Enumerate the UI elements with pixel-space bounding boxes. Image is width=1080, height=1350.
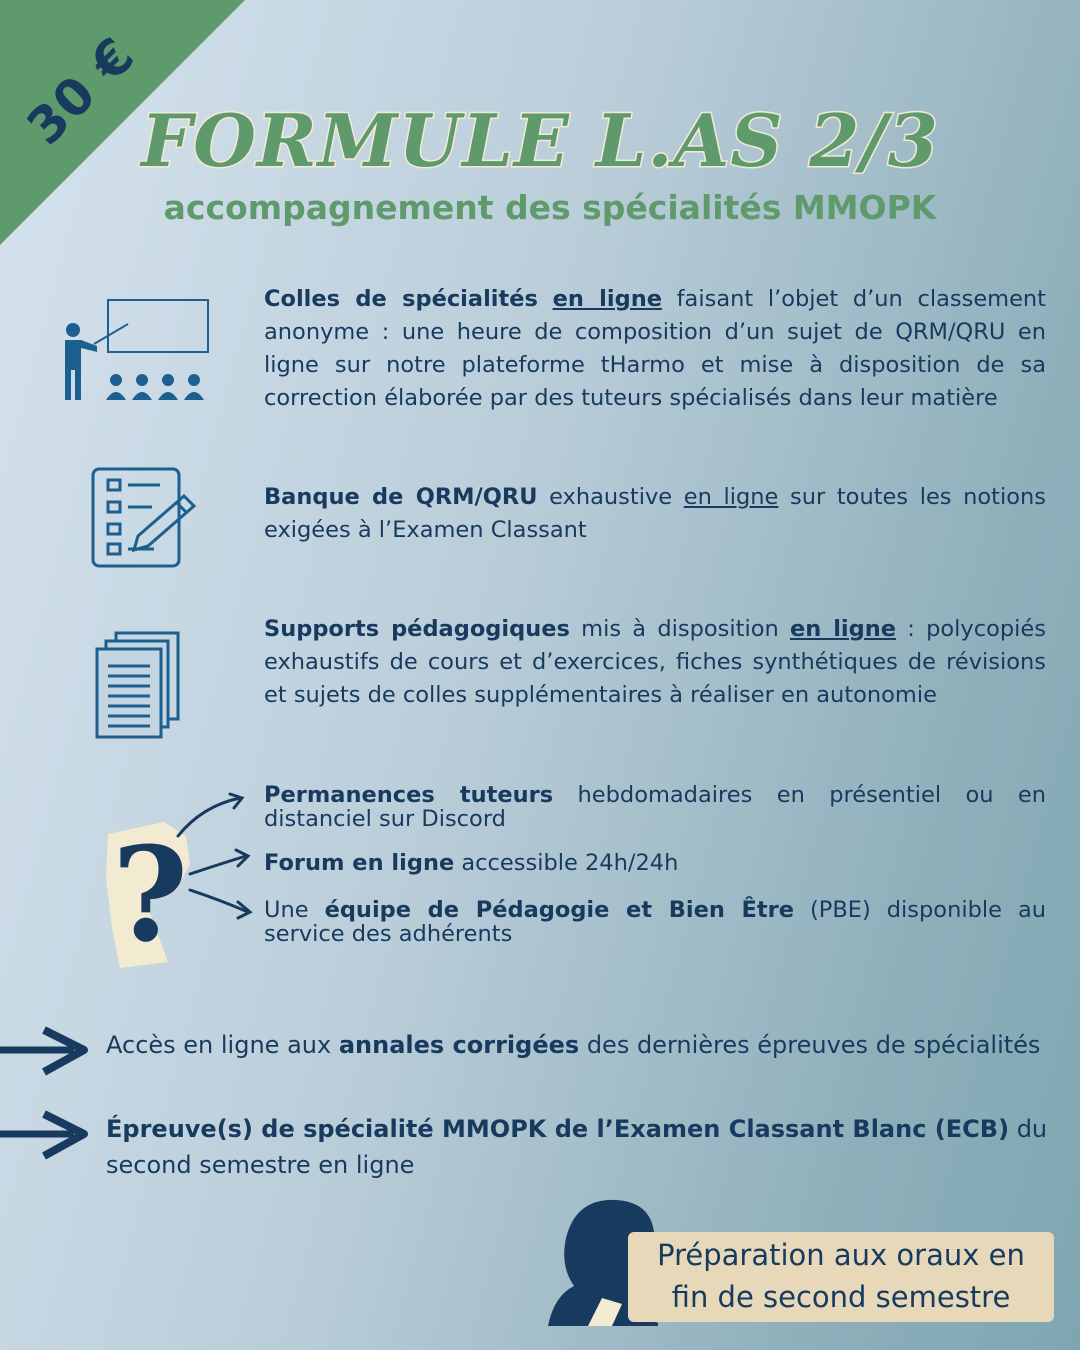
en-ligne-link[interactable]: en ligne bbox=[552, 286, 662, 312]
documents-icon bbox=[94, 630, 184, 740]
row-annales: Accès en ligne aux annales corrigées des dernières épreuves de spécialités bbox=[106, 1031, 1041, 1059]
page-title: FORMULE L.AS 2/3 bbox=[141, 98, 939, 183]
teacher-icon bbox=[62, 296, 218, 406]
feature-colles: Colles de spécialités en ligne faisant l’objet d’un classement anonyme : une heure de composition d’un sujet de QRM/QRU en ligne sur notre plateforme tHarmo et mise à disposition de sa correction élaborée par des tuteurs spécialisés dans leur matière bbox=[264, 286, 1047, 411]
feature-equipe: Une équipe de Pédagogie et Bien Être (PBE) disponible au service des adhérents bbox=[264, 897, 1046, 947]
feature-banque: Banque de QRM/QRU exhaustive en ligne sur toutes les notions exigées à l’Examen Classant bbox=[264, 484, 1046, 543]
feature-permanences: Permanences tuteurs hebdomadaires en présentiel ou en distanciel sur Discord bbox=[264, 782, 1047, 832]
en-ligne-link[interactable]: en ligne bbox=[790, 616, 897, 642]
arrow-icon bbox=[0, 1108, 92, 1164]
arrow-icon bbox=[0, 1024, 92, 1080]
row-ecb: Épreuve(s) de spécialité MMOPK de l’Examen Classant Blanc (ECB) du second semestre en ligne bbox=[106, 1115, 1048, 1179]
question-icon bbox=[96, 790, 260, 974]
en-ligne-link[interactable]: en ligne bbox=[683, 484, 779, 510]
page-subtitle: accompagnement des spécialités MMOPK bbox=[163, 188, 937, 227]
price-badge: 30 € bbox=[15, 26, 146, 156]
checklist-icon bbox=[90, 466, 202, 570]
oral-callout-text: Préparation aux oraux en fin de second semestre bbox=[657, 1238, 1025, 1314]
feature-forum: Forum en ligne accessible 24h/24h bbox=[264, 850, 679, 876]
svg-text:?: ? bbox=[112, 818, 189, 971]
feature-supports: Supports pédagogiques mis à disposition en ligne : polycopiés exhaustifs de cours et d’exercices, fiches synthétiques de révisions et sujets de colles supplémentaires à réaliser en autonomie bbox=[264, 616, 1046, 708]
